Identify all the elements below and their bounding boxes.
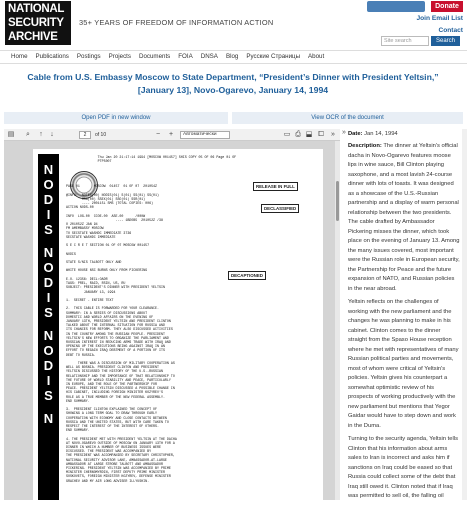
collapse-panel-icon[interactable]: » (342, 129, 346, 136)
nodis-letter: S (44, 305, 53, 320)
zoom-in-icon[interactable]: + (168, 131, 174, 138)
pdf-scrollbar-thumb[interactable] (336, 181, 339, 221)
logo-line-1: NATIONAL (8, 3, 65, 15)
description-label: Description: (348, 143, 382, 149)
cable-text: Thu Jan 20 21:17:14 1994 [MOSCOW 001457] SHIS COPY 05 OF 06 Page 01 OF PTP5007 PAGE 01 MOSCOW 01457 01 OF 07 201054Z @INFO: NOTES(00) NODIS(01) S(01) SS(01) SS(01) MSG(00) SSEX(01) SSO(01) SSR(01) ---- 200115L SMS (TOTAL COPIES: 006) ACTION NODS-00 INFO LOG-00 CCOE-00 ASE-00 /000W ---- 1BDOB5 201052Z /38 O 201052Z JAN 94 FM AMEMBASSY MOSCOW TO SECSTATE WASHDC IMMEDIATE 3736 SECSTATE WASHDC IMMEDIATE S E C R E T SECTION 01 OF 07 MOSCOW 001457 NODIS STATE S/NIS TALBOTT ONLY AND WHITE HOUSE NSC BURNS ONLY FROM PICKERING E.O. 12356: DECL:OADR TAGS: PREL, RAID, RSIN, US, RU SUBJECT: PRESIDENT'S DINNER WITH PRESIDENT YELTSIN JANUARY 13, 1994 1. SECRET - ENTIRE TEXT 2. THIS CABLE IS FORWARDED FOR YOUR CLEARANCE. SUMMARY: IN A SERIES OF DISCUSSIONS ABOUT DOMESTIC AND WORLD AFFAIRS ON THE EVENING OF JANUARY 13TH, PRESIDENT YELTSIN AND PRESIDENT CLINTON TALKED ABOUT THE INTERNAL SITUATION FOR RUSSIA AND ITS CHANCES FOR REFORM. THEY ALSO DISCUSSED ACTIVITIES IN THE COUNTRY AMONG THE RUSSIAN PEOPLE. PRESIDENT YELTSIN'S NEW EFFORTS TO ORGANIZE THE PARLIAMENT AND RUSSIAN INTEREST IN REDUCING ARMS TRADE WITH IRAQ AND OPENING UP THE EXECUTIONS BEING AGAINST IRAQ IN AN EFFORT TO REGAIN IRAQ DEBTMENT OF A PORTION OF ITS DEBT TO RUSSIA. THERE WAS A DISCUSSION OF MILITARY COOPERATION AS WELL AS BOSNIA. PRESIDENT CLINTON AND PRESIDENT YELTSIN DISCUSSED THE HISTORY OF THE U.S.-RUSSIAN RELATIONSHIP AND THE IMPORTANCE OF THAT RELATIONSHIP TO THE FUTURE OF WORLD STABILITY AND PEACE, PARTICULARLY IN EUROPE, AND THE ROLE OF THE PARTNERSHIP FOR PEACE. PRESIDENT YELTSIN DISCUSSED A POSSIBLE CHANGE IN HIS CABINET, INCLUDING FOREIGN MINISTER KOZYREV'S ROLE AS A TRUE MEMBER OF THE NEW FEDERAL ASSEMBLY. END SUMMARY. 3. PRESIDENT CLINTON EXPLAINED THE CONCEPT OF SHOWING A LONG TERM GOAL TO DRAW THROUGH EARLY COOPERATION WITH ECONOMY AND CLOSE CONTACTS BETWEEN RUSSIA AND THE UNITED STATES, BUT WITH CARE TAKEN TO RESPECT THE INTEREST OF THE INTEREST OF OTHERS. END SUMMARY. 4. THE PRESIDENT MET WITH PRESIDENT YELTSIN AT THE DACHA AT NOVO-OGAREVO OUTSIDE OF MOSCOW ON JANUARY 13TH FOR A DINNER IN WHICH A NUMBER OF BUSINESS ISSUES WERE DISCUSSED. THE PRESIDENT WAS ACCOMPANIED BY THE PRESIDENT WAS ACCOMPANIED BY SECRETARY CHRISTOPHER, NATIONAL SECURITY ADVISOR LAKE, AMBASSADOR-AT-LARGE AMBASSADOR AT LARGE STROBE TALBOTT AND AMBASSADOR PICKERING. PRESIDENT YELTSIN WAS ACCOMPANIED BY PRIME MINISTER CHERNOMYRDIN, FIRST DEPUTY PRIME MINISTER SOSKOVETS, FOREIGN MINISTER KOZYREV, DEFENSE MINISTER GRACHEV AND MY AIR LONG ADVISER ILLYUSHIN. (66, 155, 237, 483)
nav-about[interactable]: About (308, 53, 325, 60)
date-value: Jan 14, 1994 (364, 131, 398, 137)
nodis-letter: S (44, 222, 53, 237)
description-paragraph-2: Yeltsin reflects on the challenges of working with the new parliament and the changes he was planning to make in his cabinet. Clinton comes to the dinner straight from the Spaso House reception where he met with representatives of many Russian political parties and movements, most of whom were critical of Yeltsin's policies. Yeltsin gives his counterpart a somewhat optimistic review of his prospects of working productively with the new parliament but mentions that Yegor Gaidar would have to step down and work in the Duma. (348, 299, 459, 429)
nav-dnsa[interactable]: DNSA (200, 53, 218, 60)
nav-documents[interactable]: Documents (138, 53, 171, 60)
site-logo[interactable] (5, 1, 71, 45)
nodis-letter: I (46, 207, 51, 222)
next-page-icon[interactable]: ↓ (50, 131, 54, 138)
find-icon[interactable]: ⌕ (26, 131, 30, 138)
description-paragraph-1 (348, 142, 460, 294)
page-total: of 10 (95, 132, 107, 138)
nav-blog[interactable]: Blog (225, 53, 239, 60)
pdf-page (33, 149, 323, 500)
nodis-gap (38, 320, 59, 328)
nodis-letter: S (44, 388, 53, 403)
date-label: Date: (348, 131, 363, 137)
main-nav (0, 50, 467, 64)
nodis-letter: O (43, 260, 54, 275)
site-tagline: 35+ YEARS OF FREEDOM OF INFORMATION ACTION (79, 18, 274, 27)
declassified-stamp: DECLASSIFIED (261, 204, 299, 213)
print-icon[interactable]: ⎙ (295, 131, 301, 138)
page-number-input[interactable]: 2 (79, 131, 91, 139)
nodis-letter: D (43, 275, 54, 290)
nav-home[interactable]: Home (11, 53, 28, 60)
nav-russian-pages[interactable]: Русские Страницы (246, 53, 301, 60)
nav-postings[interactable]: Postings (76, 53, 101, 60)
nodis-letter: N (43, 162, 54, 177)
nodis-letter: O (43, 343, 54, 358)
date-row (348, 130, 398, 140)
pdf-toolbar (4, 129, 340, 141)
description (348, 142, 460, 506)
partner-badge-icon[interactable] (367, 1, 425, 12)
nodis-gap (38, 403, 59, 411)
sidebar-toggle-icon[interactable]: ▤ (7, 131, 15, 138)
zoom-out-icon[interactable]: − (155, 131, 161, 138)
tools-icon[interactable]: » (331, 131, 335, 138)
logo-line-3: ARCHIVE (8, 31, 58, 43)
nodis-letter: D (43, 358, 54, 373)
nodis-letter: O (43, 177, 54, 192)
nav-foia[interactable]: FOIA (178, 53, 193, 60)
page-title: Cable from U.S. Embassy Moscow to State Department, “President’s Dinner with President Yeltsin,” [January 13], Novo-Ogarevo, January 14, 1994 (27, 72, 439, 95)
nodis-letter: N (43, 328, 54, 343)
nodis-letter: I (46, 373, 51, 388)
nodis-letter: D (43, 192, 54, 207)
nodis-letter: I (46, 290, 51, 305)
zoom-select[interactable]: Автоматически (180, 131, 230, 139)
nodis-letter: N (43, 411, 54, 426)
nodis-banner (38, 154, 59, 500)
join-email-link[interactable]: Join Email List (416, 15, 463, 22)
document-actions (0, 112, 467, 124)
download-icon[interactable]: ⬓ (305, 131, 313, 138)
bookmark-icon[interactable]: ⧠ (318, 131, 324, 138)
site-header (0, 0, 467, 48)
open-pdf-button[interactable]: Open PDF in new window (4, 112, 228, 124)
description-text-1: The dinner at Yeltsin's official dacha in Novo-Ogarevo features moose lips in wine sauce, Bill Clinton playing saxophone, and a most lavish 24-course dinner with lots of toasts. It was designed as a showcase of the U.S.-Russian partnership and a display of warm personal relationship between the two presidents. The cable drafted by Ambassador Pickering misses the dinner, which took place on the evening of January 13. Among the many issues covered, most important were the Russian role in European security, the Partnership for Peace and the future expansion of NATO, and Russian policies in the near abroad. (348, 143, 460, 292)
release-in-full-stamp: RELEASE IN FULL (253, 182, 298, 191)
side-scrollbar[interactable] (462, 129, 467, 500)
present-icon[interactable]: ▭ (283, 131, 291, 138)
nav-publications[interactable]: Publications (35, 53, 69, 60)
previous-page-icon[interactable]: ↑ (39, 131, 43, 138)
view-ocr-button[interactable]: View OCR of the document (232, 112, 463, 124)
pdf-scrollbar[interactable] (335, 141, 340, 500)
nav-projects[interactable]: Projects (108, 53, 131, 60)
description-paragraph-3: Turning to the security agenda, Yeltsin tells Clinton that his information about arms sales to Iran is incorrect and asks him if sanctions on Iraq could be eased so that Russia could collect some of the debt that Iraq still owed it. Clinton noted that if Iraq was permitted to sell oil, the falling oil (348, 436, 458, 499)
contact-link[interactable]: Contact (438, 27, 463, 34)
decaptioned-stamp: DECAPTIONED (228, 271, 266, 280)
document-details (343, 129, 467, 500)
donate-button[interactable]: Donate (431, 1, 463, 12)
logo-line-2: SECURITY (8, 17, 64, 29)
nodis-letter: N (43, 245, 54, 260)
nodis-gap (38, 237, 59, 245)
pdf-viewer[interactable] (4, 141, 340, 500)
site-search-button[interactable]: Search (431, 36, 460, 46)
site-search-input[interactable]: Site search (381, 36, 429, 46)
